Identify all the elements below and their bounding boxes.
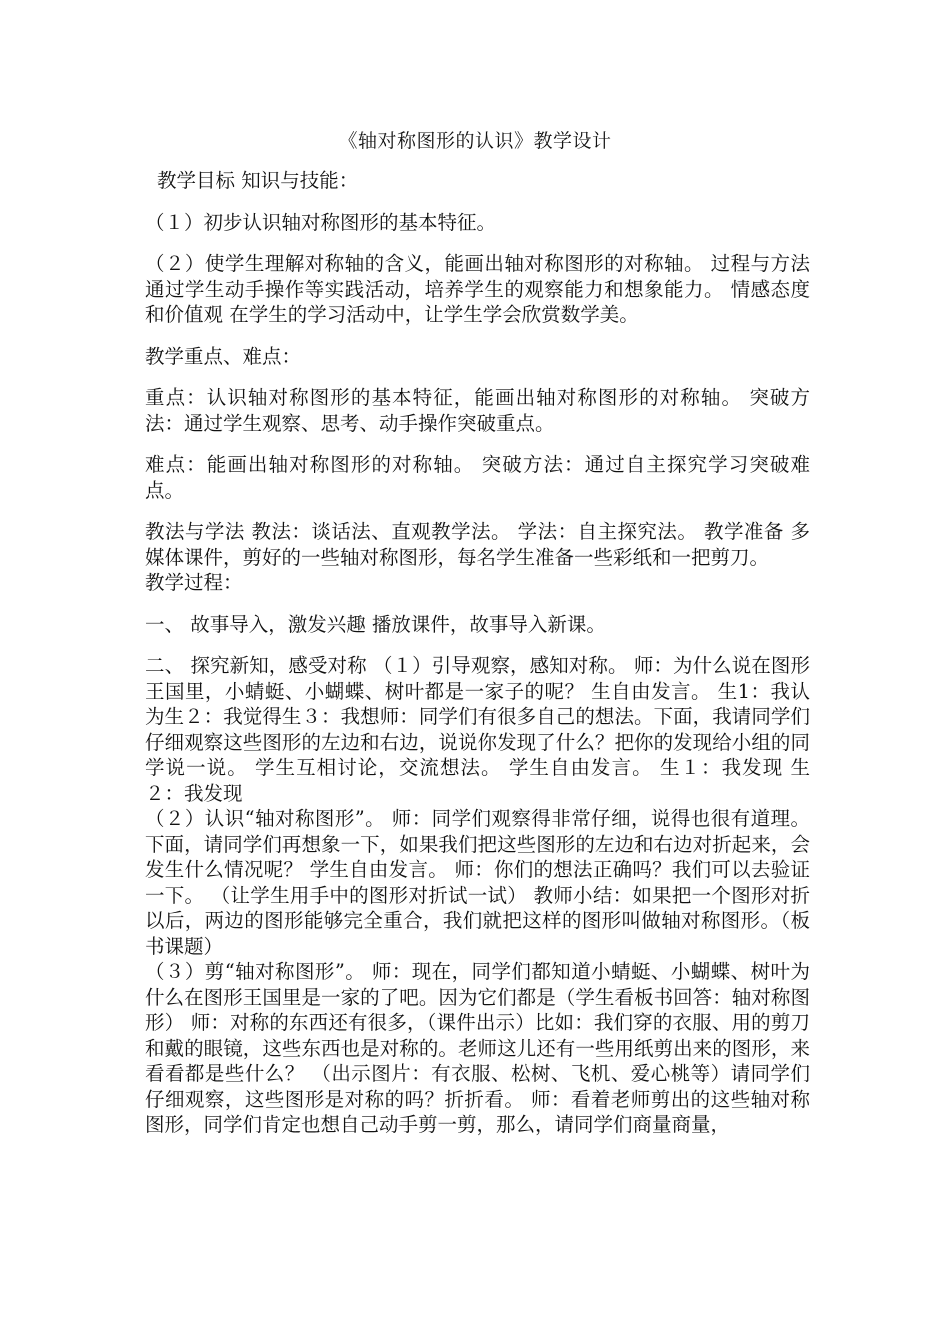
paragraph-objectives-heading: 教学目标 知识与技能：	[157, 169, 359, 192]
paragraph-section-2-part-2: （２）认识“轴对称图形”。 师：同学们观察得非常仔细，说得也很有道理。下面，请同学们再想象一下，如果我们把这些图形的左边和右边对折起来，会发生什么情况呢？ 学生自由发言。 师：你们的想法正确吗？我们可以去验证一下。 （让学生用手中的图形对折试一试） 教师小结：如果把一个图形对折以后，两边的图形能够完全重合，我们就把这样的图形叫做轴对称图形。（板书课题）	[145, 807, 810, 958]
paragraph-section-2: 二、 探究新知，感受对称 （１）引导观察，感知对称。 师：为什么说在图形王国里，小蜻蜓、小蝴蝶、树叶都是一家子的呢？ 生自由发言。 生1：我认为生２：我觉得生３：我想师：同学们有很多自己的想法。下面，我请同学们仔细观察这些图形的左边和右边，说说你发现了什么？把你的发现给小组的同学说一说。 学生互相讨论，交流想法。 学生自由发言。 生１：我发现 生２：我发现	[145, 654, 810, 805]
paragraph-methods: 教法与学法 教法：谈话法、直观教学法。 学法：自主探究法。 教学准备 多媒体课件，剪好的一些轴对称图形，每名学生准备一些彩纸和一把剪刀。	[145, 520, 810, 569]
document-title: 《轴对称图形的认识》教学设计	[338, 130, 612, 152]
paragraph-process-heading: 教学过程：	[145, 571, 243, 594]
paragraph-section-1: 一、 故事导入，激发兴趣 播放课件，故事导入新课。	[145, 612, 606, 636]
paragraph-objective-2: （２）使学生理解对称轴的含义，能画出轴对称图形的对称轴。 过程与方法 通过学生动手操作等实践活动，培养学生的观察能力和想象能力。 情感态度和价值观 在学生的学习活动中，让学生学会欣赏数学美。	[145, 252, 810, 326]
paragraph-difficult-point: 难点：能画出轴对称图形的对称轴。 突破方法：通过自主探究学习突破难点。	[145, 453, 810, 502]
document-body	[145, 168, 810, 1138]
paragraph-section-2-part-3: （３）剪“轴对称图形”。 师：现在，同学们都知道小蜻蜓、小蝴蝶、树叶为什么在图形王国里是一家的了吧。因为它们都是（学生看板书回答：轴对称图形） 师：对称的东西还有很多，（课件出示）比如：我们穿的衣服、用的剪刀和戴的眼镜，这些东西也是对称的。老师这儿还有一些用纸剪出来的图形，来看看都是些什么？ （出示图片：有衣服、松树、飞机、爱心桃等）请同学们仔细观察，这些图形是对称的吗？折折看。 师：看着老师剪出的这些轴对称图形，同学们肯定也想自己动手剪一剪，那么，请同学们商量商量，	[145, 960, 810, 1136]
paragraph-key-point: 重点：认识轴对称图形的基本特征，能画出轴对称图形的对称轴。 突破方法：通过学生观察、思考、动手操作突破重点。	[145, 386, 810, 435]
paragraph-objective-1: （１）初步认识轴对称图形的基本特征。	[145, 210, 497, 234]
paragraph-key-points-heading: 教学重点、难点：	[145, 344, 302, 368]
